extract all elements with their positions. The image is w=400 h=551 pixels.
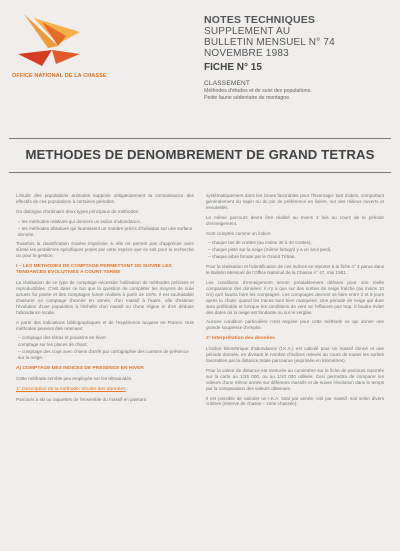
paragraph: Le même parcours devra être réalisé au moins 3 fois au cours de la période d'enneigement. [206, 214, 384, 226]
header-info [204, 14, 394, 102]
methods-list [16, 219, 194, 238]
classification-paragraph: Toutefois la classification s'avère imprécise si elle ne permet pas d'apprécier avec sûreté les problèmes spécifiques posés par cette espèce que ce soit pour la recherche ou pour la gestion. [16, 241, 194, 259]
list-item: – comptage des coqs avec chiens d'arrêt par cartographie des cantons de présence sur la neige. [18, 349, 189, 361]
list-item: – chaque arbre broute par le Grand Tétras. [208, 254, 296, 260]
methods-intro: On distingue d'ordinaire deux types principaux de méthodes: [16, 208, 140, 214]
paragraph: systématiquement dans les zones favorables pour l'hivernage: tant d'abris, comportant généralement du sapin ou du pin de préférence en lisière, sur des milieux ouverts et ensoleillés. [206, 193, 384, 210]
supplement-line-3: NOVEMBRE 1983 [204, 48, 289, 59]
section-1-paragraph-1: La réalisation de ce type de comptage nécessite l'utilisation de méthodes précises et reproductibles. C'est dans ce but que la question de compléter les moyens de suivi actuels fut posée et des comptages furent réalisés à partir de 1976. Il est souhaitable d'assurer un comptage d'année en année, d'un massif à l'autre, afin d'estimer l'évolution d'une population à l'échelle d'un massif ou d'une région et d'en déduire l'abondance locale. [16, 280, 194, 315]
indices-list [206, 240, 384, 260]
left-column [16, 193, 194, 407]
intro-paragraph: L'étude des populations animales suppose obligatoirement la connaissance des effectifs de ces populations à certaines périodes. [16, 193, 194, 204]
paragraph: Il est possible de calculer un I.K.A. total par année, soit par massif, soit selon divers critères (réserve de chasse – zone chassée). [206, 395, 384, 407]
supplement-line-1: SUPPLEMENT AU [204, 26, 291, 37]
paragraph: Les conditions d'enneigement seront préalablement définies pour une réelle comparaison des données: il n'y a que sur des sorties de neige fraîche (au moins 10 cm) qu'il faudra faire les comptages. Les comptages devront se faire entre 3 et 8 jours après la chute, quand les traces sont bien marquées. Une période de neige qui dure sera préférable et lorsque les conditions de vent ne l'effacent pas trop. Il faudra éviter des dates où la neige est fondante ou sur le verglas. [206, 279, 384, 315]
list-item: comptage sur les places de chant; [18, 342, 88, 348]
counting-methods-list [16, 335, 194, 361]
right-column [206, 193, 384, 411]
paragraph: Sont comptés comme un indice: [206, 230, 272, 236]
paragraph: Aucune condition particulière n'est requise pour cette méthode ce qui donne une grande souplesse d'emploi. [206, 319, 384, 331]
classement-line-1: Méthodes d'études et de suivi des populations. [204, 88, 312, 94]
office-national-chasse-logo [18, 14, 80, 66]
organization-name: OFFICE NATIONAL DE LA CHASSE [12, 73, 107, 79]
title-top-rule [9, 138, 391, 139]
classement-label: CLASSEMENT [204, 80, 251, 87]
section-a-paragraph: Cette méthode semble peu employée sur les tétraonidés. [16, 376, 133, 382]
list-item: – chaque piste sur la neige (même lorsqu'il y a un seul pied), [208, 247, 332, 253]
supplement-line-2: BULLETIN MENSUEL N° 74 [204, 37, 335, 48]
section-1-paragraph-2: A partir des indications bibliographiques et de l'expérience acquise en France, trois méthodes peuvent être retenues: [16, 319, 194, 331]
paragraph: Pour la valeur de distance est mesurée au curvimètre sur la fiche de parcours reportée sur la carte au 1/25 000, ou au 1/10 000 utilisée. Ceci permettra de comparer les valeurs d'une même année sur différents massifs et de suivre l'évolution dans le temps par la comparaison des valeurs obtenues. [206, 367, 384, 391]
list-item: – les méthodes relatives qui donnent un indice d'abondance, [18, 218, 142, 224]
section-1-heading: I – LES METHODES DE COMPTAGE PERMETTANT DE SUIVRE LES TENDANCES EVOLUTIVES A COURT TERME [16, 264, 172, 276]
interpretation-subheading: 2° Interprétation des données [206, 336, 275, 342]
document-title: METHODES DE DENOMBREMENT DE GRAND TETRAS [25, 147, 375, 162]
list-item: – comptage des tétras et poussins en hiver: [18, 335, 107, 341]
section-a-heading: A) COMPTAGE DES INDICES DE PRESENCE EN HIVER [16, 366, 144, 372]
classement-line-2: Petite faune sédentaire de montagne. [204, 95, 291, 101]
title-bottom-rule [9, 172, 391, 173]
paragraph: Pour la réalisation et l'identification de ces indices se reporter à la fiche n° 4 parue dans le Bulletin Mensuel de l'Office National de la Chasse n° 47, mai 1981. [206, 264, 384, 276]
list-item: – chaque tas de crottes (au moins 30 à 40 crottes), [208, 240, 312, 246]
description-subheading: 1° Description de la méthode: récolte des données [16, 386, 126, 392]
notes-techniques-heading: NOTES TECHNIQUES [204, 14, 316, 26]
description-paragraph: Parcours à ski ou raquettes de l'ensemble du massif en passant [16, 396, 147, 402]
paragraph: L'indice kilométrique d'abondance (I.K.A.) est calculé pour un massif donné et une période donnée, en divisant le nombre d'indices relevés au cours de toutes les sorties favorables par la distance totale parcourue (exprimée en kilomètres). [206, 346, 384, 364]
list-item: – les méthodes absolues qui fournissent un nombre précis d'individus sur une surface donnée. [18, 225, 193, 237]
fiche-number: FICHE N° 15 [204, 62, 262, 73]
